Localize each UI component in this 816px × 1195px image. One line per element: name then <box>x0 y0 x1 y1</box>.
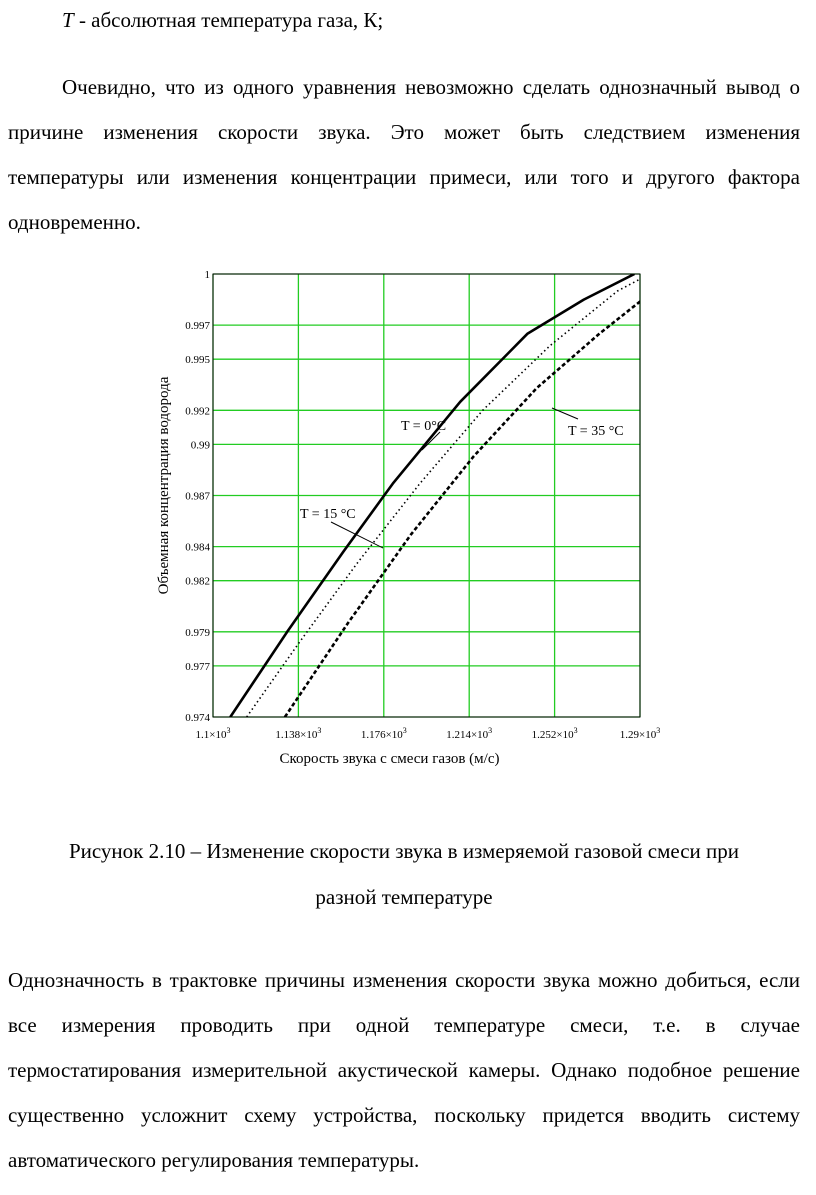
caption-line-2: разной температуре <box>315 885 493 909</box>
y-tick-label: 0.974 <box>185 712 210 724</box>
series-annotation: T = 35 °C <box>568 424 624 439</box>
y-axis-label: Объемная концентрация водорода <box>156 376 172 595</box>
y-tick-label: 0.995 <box>185 354 210 367</box>
x-axis-label: Скорость звука с смеси газов (м/с) <box>279 751 500 767</box>
paragraph-1: Очевидно, что из одного уравнения невозможно сделать однозначный вывод о причине изменения скорости звука. Это может быть следствием изменения температуры или изменения концентрации примеси, или того и другого фактора одновременно. <box>8 75 800 234</box>
y-axis-ticks <box>185 269 210 724</box>
y-tick-label: 0.997 <box>185 320 210 333</box>
y-tick-label: 0.984 <box>185 541 210 554</box>
x-tick-exponent: 3 <box>656 726 661 735</box>
x-tick-exponent: 3 <box>317 726 322 735</box>
annotation-leader <box>422 432 440 450</box>
paragraph-2: Однозначность в трактовке причины изменения скорости звука можно добиться, если все измерения проводить при одной температуре смеси, т.е. в случае термостатирования измерительной акустической камеры. Однако подобное решение существенно усложнит схему устройства, поскольку придется вводить систему автоматического регулирования температуры. <box>8 968 800 1172</box>
x-tick-base: 1.214×10 <box>446 729 489 741</box>
y-tick-label: 0.979 <box>185 626 210 639</box>
variable-description: - абсолютная температура газа, К; <box>73 8 384 32</box>
series-annotation: T = 15 °C <box>300 507 356 522</box>
x-tick-label <box>275 726 321 741</box>
chart-annotations <box>300 408 624 548</box>
x-tick-exponent: 3 <box>402 726 407 735</box>
caption-line-1: Рисунок 2.10 – Изменение скорости звука в измеряемой газовой смеси при <box>68 839 740 863</box>
y-tick-label: 0.987 <box>185 490 210 503</box>
annotation-leader <box>552 408 578 419</box>
chart-grid <box>213 274 640 717</box>
figure-chart <box>150 262 690 787</box>
x-tick-exponent: 3 <box>226 726 231 735</box>
series-annotation: T = 0°C <box>401 419 447 434</box>
annotation-leader <box>331 522 383 548</box>
y-tick-label: 0.992 <box>185 405 210 418</box>
x-tick-base: 1.138×10 <box>275 729 318 741</box>
x-tick-label <box>620 726 660 741</box>
y-tick-label: 0.977 <box>185 660 210 673</box>
x-tick-label <box>532 726 578 741</box>
series-line-2 <box>285 293 651 717</box>
x-tick-base: 1.252×10 <box>531 729 574 741</box>
y-tick-label: 1 <box>204 269 210 281</box>
y-tick-label: 0.982 <box>185 575 210 588</box>
x-tick-base: 1.1×10 <box>195 729 227 741</box>
y-tick-label: 0.99 <box>190 439 210 452</box>
figure-caption <box>8 828 800 920</box>
x-tick-base: 1.29×10 <box>619 729 657 741</box>
variable-symbol: T <box>62 8 74 32</box>
x-tick-base: 1.176×10 <box>360 729 403 741</box>
x-axis-ticks <box>196 726 661 741</box>
x-tick-label <box>446 726 492 741</box>
x-tick-label <box>196 726 231 741</box>
x-tick-exponent: 3 <box>573 726 578 735</box>
x-tick-label <box>361 726 407 741</box>
variable-definition <box>62 8 383 33</box>
x-tick-exponent: 3 <box>488 726 493 735</box>
